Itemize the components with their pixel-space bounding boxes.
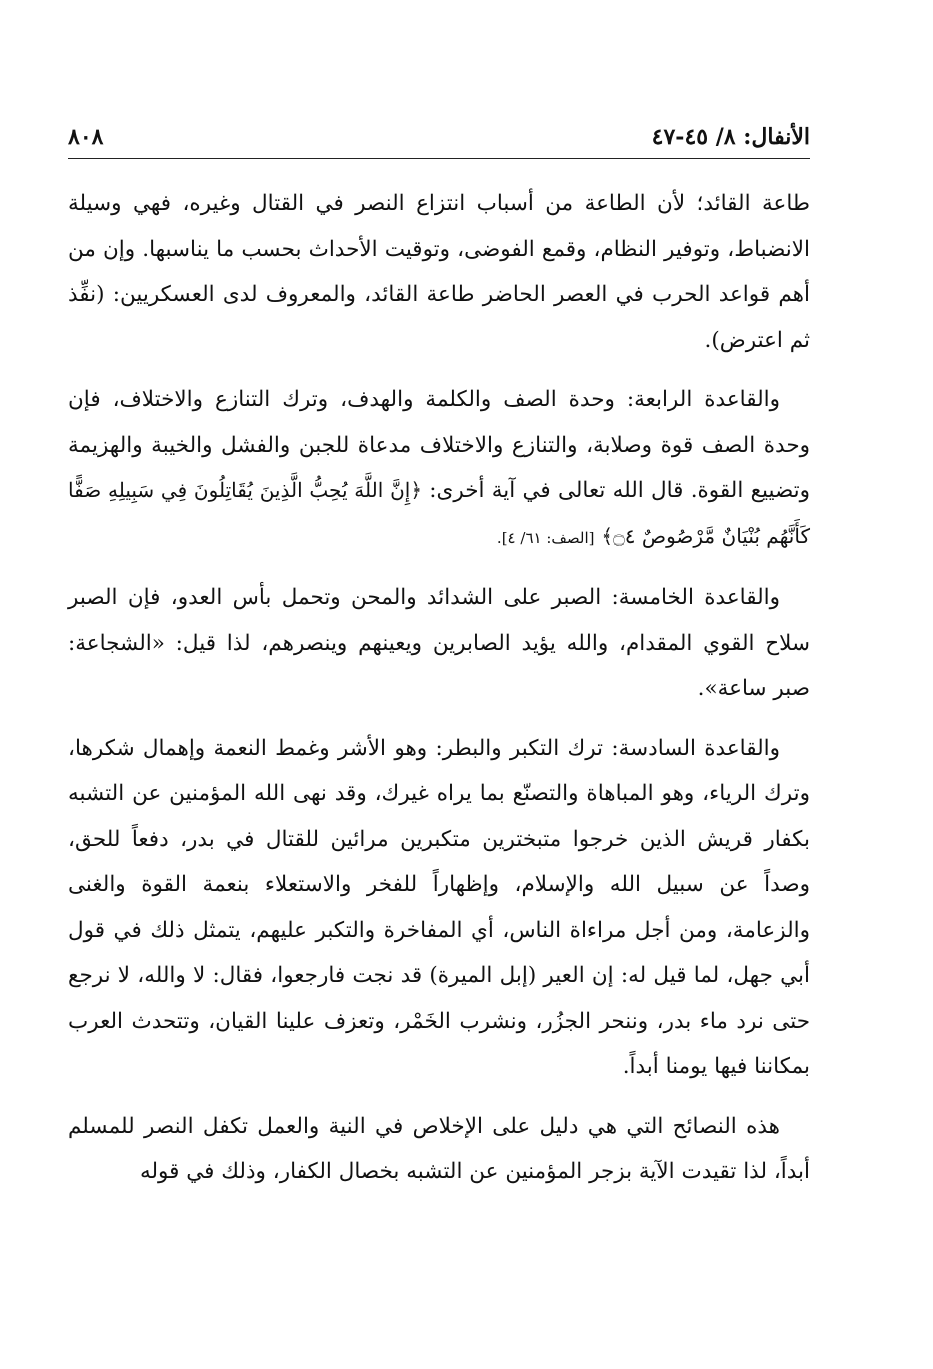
chapter-reference: الأنفال: ٨/ ٤٥-٤٧	[651, 124, 810, 150]
page-body	[68, 181, 810, 1195]
paragraph-4	[68, 726, 810, 1090]
paragraph-5	[68, 1104, 810, 1195]
quran-verse: ﴿إِنَّ اللَّهَ يُحِبُّ الَّذِينَ يُقَاتِلُونَ فِي سَبِيلِهِ صَفًّا كَأَنَّهُم بُنْيَانٌ مَّرْصُوصٌ ۝٤﴾	[68, 478, 810, 548]
paragraph-text: هذه النصائح التي هي دليل على الإخلاص في النية والعمل تكفل النصر للمسلم أبداً، لذا تقيدت الآية بزجر المؤمنين عن التشبه بخصال الكفار، وذلك في قوله	[68, 1113, 810, 1184]
book-page	[68, 118, 810, 1348]
paragraph-text: والقاعدة الخامسة: الصبر على الشدائد والمحن وتحمل بأس العدو، فإن الصبر سلاح القوي المقدام، والله يؤيد الصابرين ويعينهم وينصرهم، لذا قيل: «الشجاعة: صبر ساعة».	[68, 585, 810, 701]
paragraph-1	[68, 181, 810, 363]
page-header	[68, 118, 810, 159]
paragraph-text: طاعة القائد؛ لأن الطاعة من أسباب انتزاع النصر في القتال وغيره، فهي وسيلة الانضباط، وتوفير النظام، وقمع الفوضى، وتوقيت الأحداث بحسب ما يناسبها. وإن من أهم قواعد الحرب في العصر الحاضر طاعة القائد، والمعروف لدى العسكريين: (نفِّذ ثم اعترض).	[68, 191, 810, 353]
paragraph-2	[68, 377, 810, 561]
paragraph-3	[68, 575, 810, 712]
paragraph-text: والقاعدة الرابعة: وحدة الصف والكلمة والهدف، وترك التنازع والاختلاف، فإن وحدة الصف قوة وصلابة، والتنازع والاختلاف مدعاة للجبن والفشل والخيبة والهزيمة وتضييع القوة. قال الله تعالى في آية أخرى:	[68, 387, 810, 503]
page-number: ٨٠٨	[68, 124, 104, 150]
paragraph-text: والقاعدة السادسة: ترك التكبر والبطر: وهو الأشر وغمط النعمة وإهمال شكرها، وترك الرياء، وهو المباهاة والتصنّع بما يراه غيرك، وقد نهى الله المؤمنين عن التشبه بكفار قريش الذين خرجوا متبخترين متكبرين مرائين للقتال في بدر، دفعاً للحق، وصداً عن سبيل الله والإسلام، وإظهاراً للفخر والاستعلاء بنعمة القوة والغنى والزعامة، ومن أجل مراءاة الناس، أي المفاخرة والتكبر عليهم، يتمثل ذلك في قول أبي جهل، لما قيل له: إن العير (إبل الميرة) قد نجت فارجعوا، فقال: لا والله، لا نرجع حتى نرد ماء بدر، وننحر الجزُر، ونشرب الخَمْر، وتعزف علينا القيان، وتتحدث العرب بمكاننا فيها يومنا أبداً.	[68, 735, 810, 1079]
verse-reference: [الصف: ٦١/ ٤].	[496, 528, 595, 547]
